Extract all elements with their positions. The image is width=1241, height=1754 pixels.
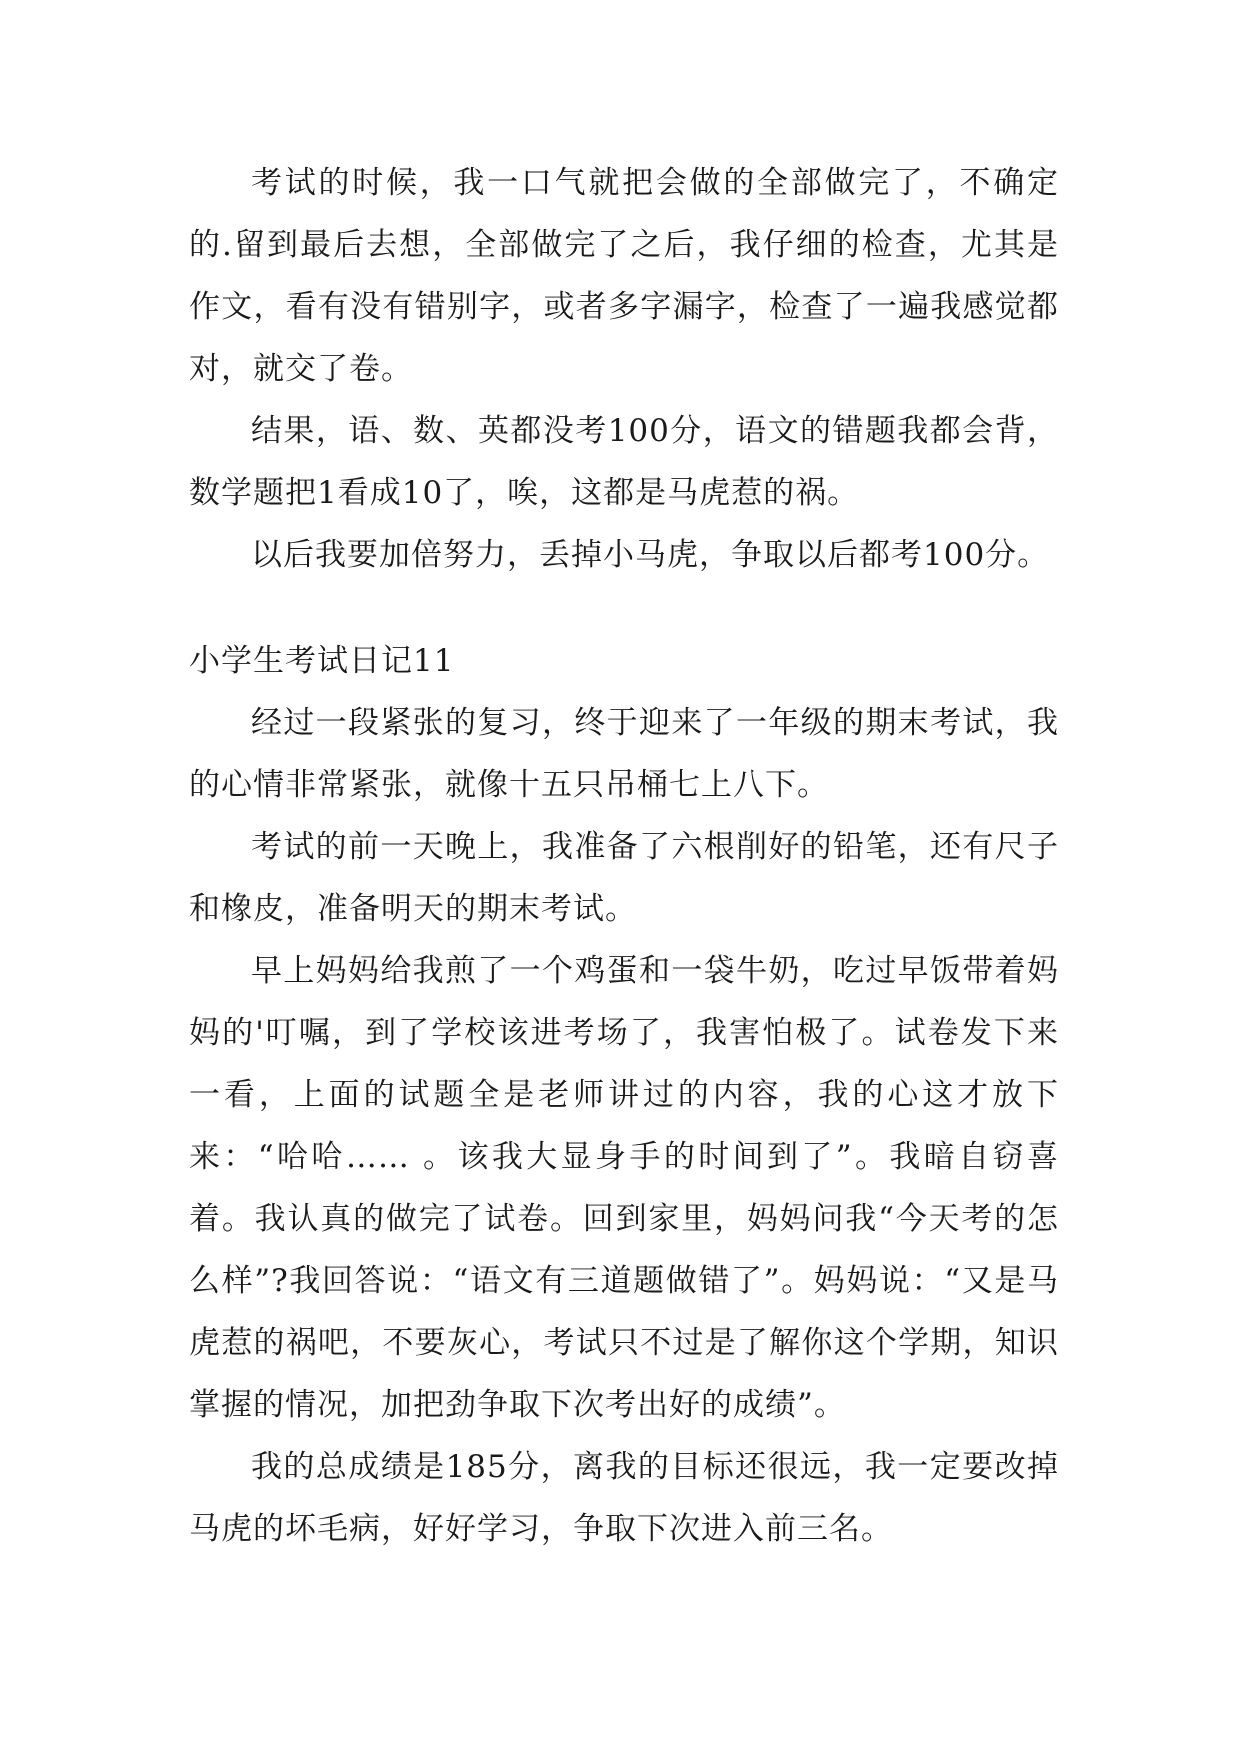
paragraph: 早上妈妈给我煎了一个鸡蛋和一袋牛奶，吃过早饭带着妈妈的'叮嘱，到了学校该进考场了，我害怕极了。试卷发下来一看，上面的试题全是老师讲过的内容，我的心这才放下来：“哈哈…… 。该我大显身手的时间到了”。我暗自窃喜着。我认真的做完了试卷。回到家里，妈妈问我“今天考的怎么样”?我回答说：“语文有三道题做错了”。妈妈说：“又是马虎惹的祸吧，不要灰心，考试只不过是了解你这个学期，知识掌握的情况，加把劲争取下次考出好的成绩”。 xyxy=(189,953,1059,1423)
paragraph: 经过一段紧张的复习，终于迎来了一年级的期末考试，我的心情非常紧张，就像十五只吊桶七上八下。 xyxy=(189,705,1059,803)
document-page xyxy=(189,152,1059,1560)
paragraph: 我的总成绩是185分，离我的目标还很远，我一定要改掉马虎的坏毛病，好好学习，争取下次进入前三名。 xyxy=(189,1449,1059,1547)
paragraph: 考试的前一天晚上，我准备了六根削好的铅笔，还有尺子和橡皮，准备明天的期末考试。 xyxy=(189,829,1059,927)
paragraph: 考试的时候，我一口气就把会做的全部做完了，不确定的.留到最后去想，全部做完了之后，我仔细的检查，尤其是作文，看有没有错别字，或者多字漏字，检查了一遍我感觉都对，就交了卷。 xyxy=(189,165,1059,387)
paragraph: 以后我要加倍努力，丢掉小马虎，争取以后都考100分。 xyxy=(251,537,1050,573)
paragraph: 结果，语、数、英都没考100分，语文的错题我都会背，数学题把1看成10了，唉，这都是马虎惹的祸。 xyxy=(189,413,1059,511)
section-title: 小学生考试日记11 xyxy=(189,643,455,679)
